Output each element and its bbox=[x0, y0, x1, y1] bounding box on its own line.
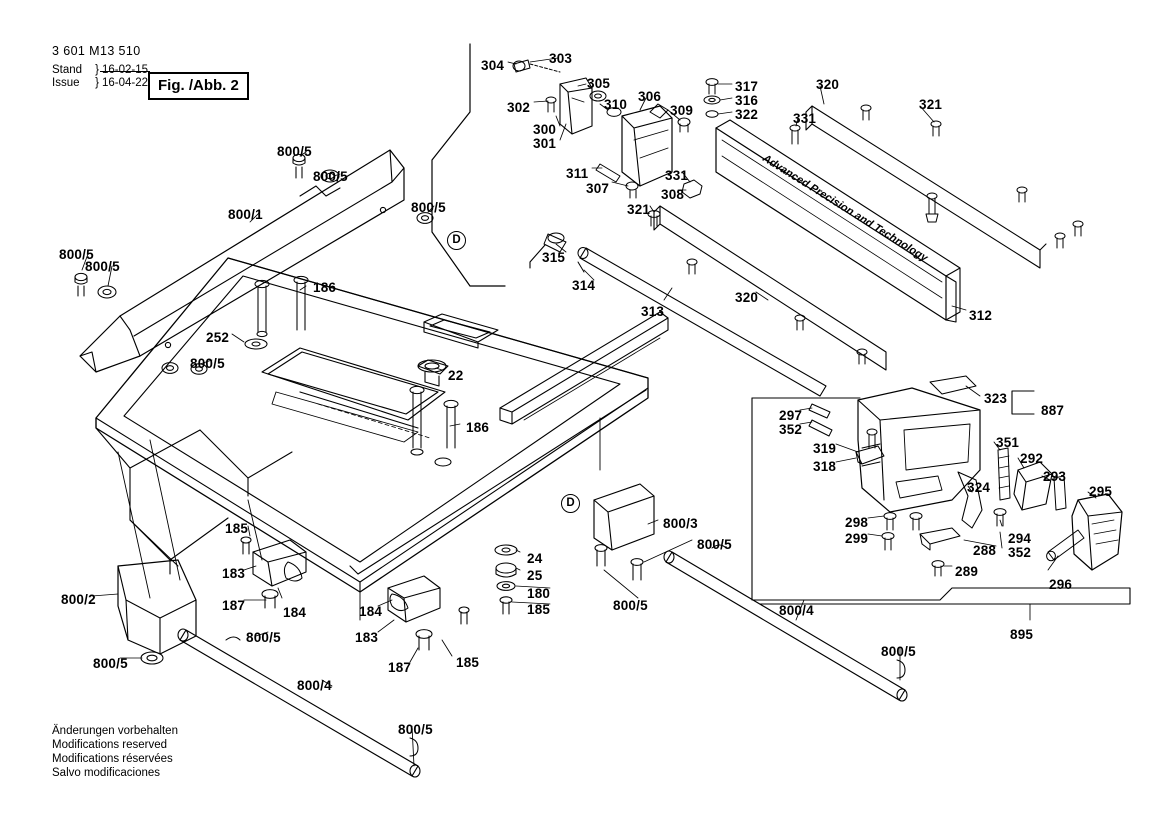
part-label-296: 296 bbox=[1049, 577, 1073, 592]
part-label-308: 308 bbox=[661, 187, 685, 202]
part-label-322: 322 bbox=[735, 107, 759, 122]
part-label-351: 351 bbox=[996, 435, 1020, 450]
part-label-295: 295 bbox=[1089, 484, 1113, 499]
footer-line-es: Salvo modificaciones bbox=[52, 767, 161, 779]
fence-engraving: Advanced Precision and Technology bbox=[760, 152, 930, 265]
part-label-305: 305 bbox=[587, 76, 611, 91]
figure-label: Fig. /Abb. 2 bbox=[148, 72, 249, 100]
brace-open: } bbox=[95, 64, 99, 76]
part-label-25: 25 bbox=[527, 568, 543, 583]
revision-label-issue: Issue bbox=[52, 77, 80, 89]
callout-letter-d: D bbox=[561, 494, 580, 513]
part-label-180: 180 bbox=[527, 586, 551, 601]
part-label-183: 183 bbox=[222, 566, 246, 581]
part-label-800-5: 800/5 bbox=[398, 722, 433, 737]
part-label-185: 185 bbox=[225, 521, 249, 536]
part-label-314: 314 bbox=[572, 278, 596, 293]
part-label-800-5: 800/5 bbox=[411, 200, 446, 215]
part-label-309: 309 bbox=[670, 103, 694, 118]
part-label-300: 300 bbox=[533, 122, 557, 137]
part-label-289: 289 bbox=[955, 564, 979, 579]
part-label-288: 288 bbox=[973, 543, 997, 558]
revision-date-stand: 16-02-15 bbox=[102, 64, 149, 76]
part-label-800-4: 800/4 bbox=[779, 603, 814, 618]
part-label-293: 293 bbox=[1043, 469, 1067, 484]
part-label-800-5: 800/5 bbox=[59, 247, 94, 262]
part-label-186: 186 bbox=[313, 280, 337, 295]
part-label-800-5: 800/5 bbox=[881, 644, 916, 659]
part-label-320: 320 bbox=[816, 77, 840, 92]
part-label-321: 321 bbox=[919, 97, 943, 112]
part-label-324: 324 bbox=[967, 480, 991, 495]
part-label-292: 292 bbox=[1020, 451, 1044, 466]
part-label-311: 311 bbox=[566, 166, 589, 181]
part-label-352: 352 bbox=[779, 422, 803, 437]
callout-letter-d: D bbox=[447, 231, 466, 250]
part-label-304: 304 bbox=[481, 58, 505, 73]
part-label-352: 352 bbox=[1008, 545, 1032, 560]
footer-line-de: Änderungen vorbehalten bbox=[52, 725, 178, 737]
footer-line-en: Modifications reserved bbox=[52, 739, 168, 751]
part-label-887: 887 bbox=[1041, 403, 1065, 418]
part-label-307: 307 bbox=[586, 181, 610, 196]
part-label-299: 299 bbox=[845, 531, 869, 546]
part-label-800-5: 800/5 bbox=[85, 259, 120, 274]
part-label-186: 186 bbox=[466, 420, 490, 435]
footer-line-fr: Modifications réservées bbox=[52, 753, 173, 765]
part-label-316: 316 bbox=[735, 93, 759, 108]
part-label-317: 317 bbox=[735, 79, 759, 94]
part-label-321: 321 bbox=[627, 202, 651, 217]
part-label-800-5: 800/5 bbox=[93, 656, 128, 671]
part-label-800-3: 800/3 bbox=[663, 516, 698, 531]
part-label-315: 315 bbox=[542, 250, 566, 265]
part-label-298: 298 bbox=[845, 515, 869, 530]
part-label-800-5: 800/5 bbox=[697, 537, 732, 552]
part-label-320: 320 bbox=[735, 290, 759, 305]
part-label-252: 252 bbox=[206, 330, 230, 345]
revision-rows bbox=[52, 64, 148, 90]
drawing-header bbox=[52, 44, 148, 90]
part-label-294: 294 bbox=[1008, 531, 1032, 546]
part-label-187: 187 bbox=[222, 598, 246, 613]
part-label-800-5: 800/5 bbox=[313, 169, 348, 184]
brace-close: } bbox=[95, 77, 99, 89]
part-label-24: 24 bbox=[527, 551, 543, 566]
part-label-187: 187 bbox=[388, 660, 412, 675]
part-label-318: 318 bbox=[813, 459, 837, 474]
part-label-800-5: 800/5 bbox=[190, 356, 225, 371]
part-label-183: 183 bbox=[355, 630, 379, 645]
part-label-331: 331 bbox=[793, 111, 817, 126]
legal-footer bbox=[52, 724, 178, 780]
part-label-319: 319 bbox=[813, 441, 837, 456]
part-number: 3 601 M13 510 bbox=[52, 44, 141, 58]
part-label-184: 184 bbox=[283, 605, 307, 620]
part-label-185: 185 bbox=[527, 602, 551, 617]
part-label-895: 895 bbox=[1010, 627, 1034, 642]
part-label-184: 184 bbox=[359, 604, 383, 619]
part-label-313: 313 bbox=[641, 304, 665, 319]
part-label-800-5: 800/5 bbox=[246, 630, 281, 645]
part-label-301: 301 bbox=[533, 136, 557, 151]
part-label-800-5: 800/5 bbox=[613, 598, 648, 613]
part-label-185: 185 bbox=[456, 655, 480, 670]
part-label-310: 310 bbox=[604, 97, 628, 112]
revision-label-stand: Stand bbox=[52, 64, 83, 76]
part-label-297: 297 bbox=[779, 408, 803, 423]
revision-date-issue: 16-04-22 bbox=[102, 77, 149, 89]
part-label-303: 303 bbox=[549, 51, 573, 66]
revision-row-stand bbox=[52, 64, 148, 77]
part-label-312: 312 bbox=[969, 308, 993, 323]
part-label-800-4: 800/4 bbox=[297, 678, 332, 693]
part-label-800-2: 800/2 bbox=[61, 592, 96, 607]
revision-row-issue bbox=[52, 77, 148, 90]
part-label-800-5: 800/5 bbox=[277, 144, 312, 159]
part-label-306: 306 bbox=[638, 89, 662, 104]
part-label-800-1: 800/1 bbox=[228, 207, 263, 222]
part-label-331: 331 bbox=[665, 168, 689, 183]
part-label-302: 302 bbox=[507, 100, 531, 115]
part-label-22: 22 bbox=[448, 368, 464, 383]
part-label-323: 323 bbox=[984, 391, 1008, 406]
